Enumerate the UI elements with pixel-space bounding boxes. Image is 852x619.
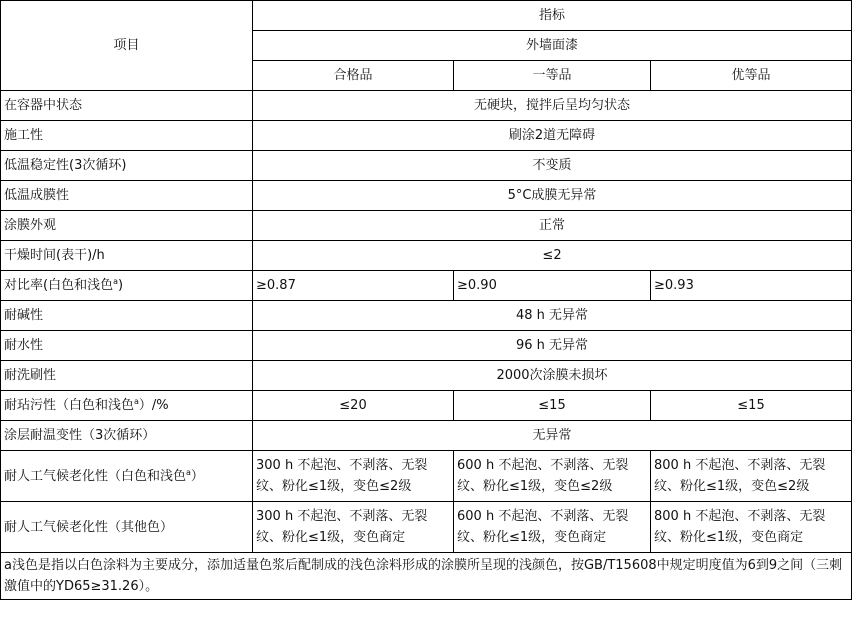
row-label: 低温成膜性 [1, 181, 253, 211]
row-value-superior: ≤15 [651, 391, 852, 421]
row-value: 无硬块，搅拌后呈均匀状态 [253, 91, 852, 121]
row-value-qualified: ≤20 [253, 391, 454, 421]
row-label: 低温稳定性(3次循环) [1, 151, 253, 181]
table-row [1, 121, 852, 151]
header-item: 项目 [1, 1, 253, 91]
table-row [1, 271, 852, 301]
table-row [1, 181, 852, 211]
table-row [1, 151, 852, 181]
row-label: 耐水性 [1, 331, 253, 361]
table-row [1, 211, 852, 241]
row-label: 施工性 [1, 121, 253, 151]
row-value-superior: ≥0.93 [651, 271, 852, 301]
row-value-first: 600 h 不起泡、不剥落、无裂纹、粉化≤1级，变色商定 [454, 502, 651, 553]
row-label: 在容器中状态 [1, 91, 253, 121]
table-row [1, 502, 852, 553]
table-row [1, 391, 852, 421]
row-label: 耐洗刷性 [1, 361, 253, 391]
table-row [1, 91, 852, 121]
row-label: 耐人工气候老化性（白色和浅色$^a$） [1, 451, 253, 502]
row-value-qualified: 300 h 不起泡、不剥落、无裂纹、粉化≤1级，变色≤2级 [253, 451, 454, 502]
row-value-first: ≤15 [454, 391, 651, 421]
row-value: 刷涂2道无障碍 [253, 121, 852, 151]
row-value-qualified: ≥0.87 [253, 271, 454, 301]
row-value: ≤2 [253, 241, 852, 271]
header-grade-superior: 优等品 [651, 61, 852, 91]
row-value: 48 h 无异常 [253, 301, 852, 331]
row-label: 涂膜外观 [1, 211, 253, 241]
header-grade-qualified: 合格品 [253, 61, 454, 91]
table-row [1, 451, 852, 502]
table-row [1, 241, 852, 271]
row-label: 涂层耐温变性（3次循环） [1, 421, 253, 451]
row-value: 96 h 无异常 [253, 331, 852, 361]
row-label: 耐人工气候老化性（其他色） [1, 502, 253, 553]
row-value-superior: 800 h 不起泡、不剥落、无裂纹、粉化≤1级，变色≤2级 [651, 451, 852, 502]
row-label: 对比率(白色和浅色$^a$) [1, 271, 253, 301]
row-value: 5°C成膜无异常 [253, 181, 852, 211]
row-label: 耐玷污性（白色和浅色$^a$）/% [1, 391, 253, 421]
row-value-qualified: 300 h 不起泡、不剥落、无裂纹、粉化≤1级，变色商定 [253, 502, 454, 553]
row-value: 不变质 [253, 151, 852, 181]
row-value: 无异常 [253, 421, 852, 451]
table-row [1, 361, 852, 391]
table-row [1, 331, 852, 361]
table-row [1, 301, 852, 331]
row-value: 正常 [253, 211, 852, 241]
header-indicator: 指标 [253, 1, 852, 31]
row-value-first: 600 h 不起泡、不剥落、无裂纹、粉化≤1级，变色≤2级 [454, 451, 651, 502]
row-value: 2000次涂膜未损坏 [253, 361, 852, 391]
row-value-first: ≥0.90 [454, 271, 651, 301]
footnote: a浅色是指以白色涂料为主要成分，添加适量色浆后配制成的浅色涂料形成的涂膜所呈现的浅颜色，按GB/T15608中规定明度值为6到9之间（三刺激值中的YD65≥31.26）。 [1, 553, 852, 600]
row-value-superior: 800 h 不起泡、不剥落、无裂纹、粉化≤1级，变色商定 [651, 502, 852, 553]
table-row [1, 421, 852, 451]
row-label: 干燥时间(表干)/h [1, 241, 253, 271]
header-category: 外墙面漆 [253, 31, 852, 61]
row-label: 耐碱性 [1, 301, 253, 331]
header-grade-first: 一等品 [454, 61, 651, 91]
